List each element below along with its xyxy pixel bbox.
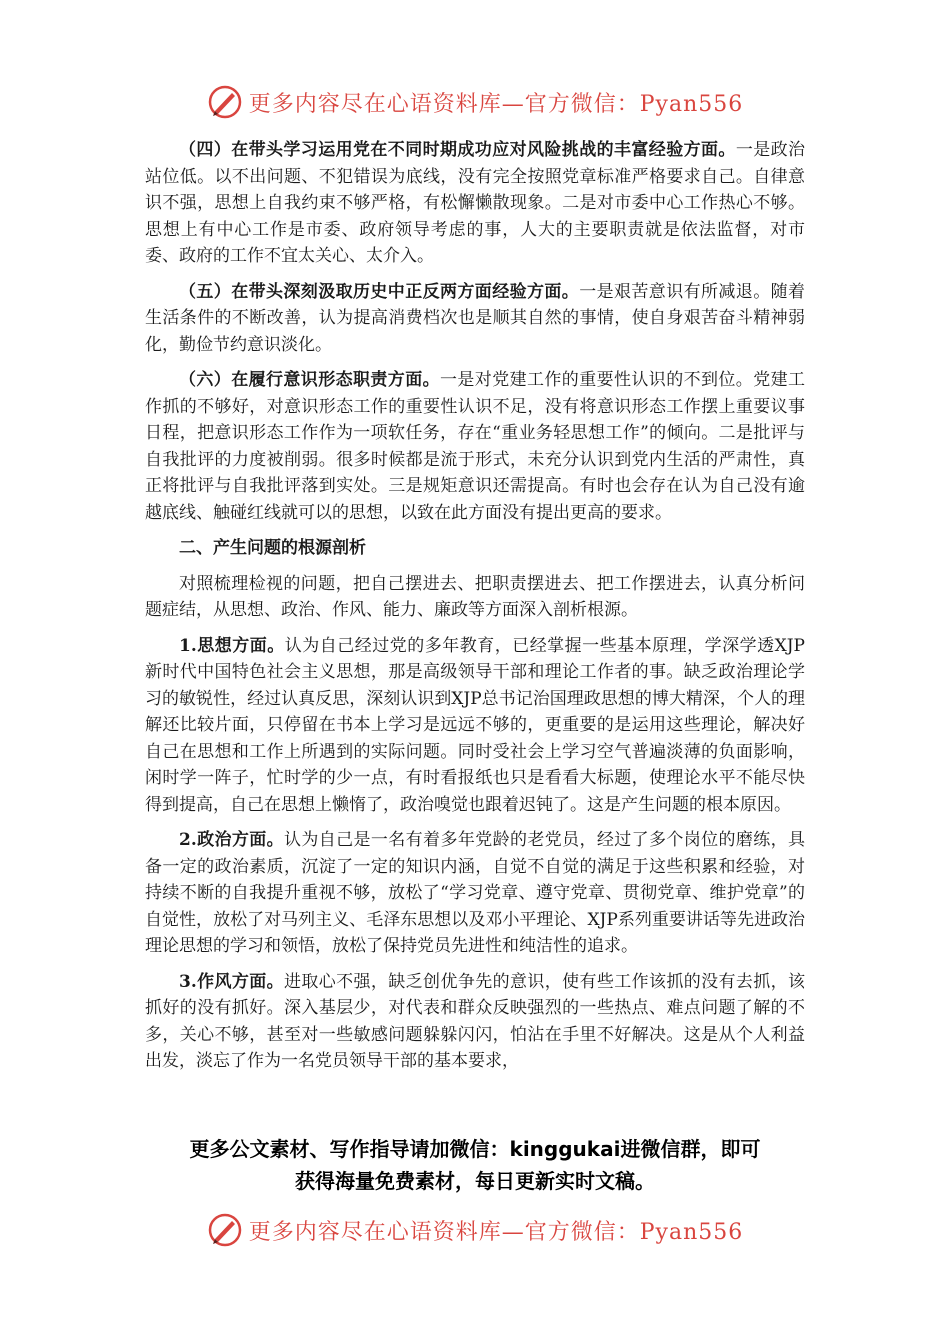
- pen-circle-logo-icon: [207, 1212, 243, 1248]
- point-thought-lead: 1.思想方面。: [179, 635, 285, 656]
- promo-notice: [125, 1133, 825, 1197]
- point-style-lead: 3.作风方面。: [179, 971, 285, 992]
- point-thought: [145, 633, 805, 819]
- paragraph-five: [145, 279, 805, 359]
- paragraph-four-body: 一是政治站位低。以不出问题、不犯错误为底线，没有完全按照党章标准严格要求自己。自律意识不强，思想上自我约束不够严格，有松懈懒散现象。二是对市委中心工作热心不够。思想上有中心工作是市委、政府领导考虑的事，人大的主要职责就是依法监督，对市委、政府的工作不宜太关心、太介入。: [145, 140, 806, 266]
- point-style-body: 进取心不强，缺乏创优争先的意识，使有些工作该抓的没有去抓，该抓好的没有抓好。深入基层少，对代表和群众反映强烈的一些热点、难点问题了解的不多，关心不够，甚至对一些敏感问题躲躲闪闪，怕沾在手里不好解决。这是从个人利益出发，淡忘了作为一名党员领导干部的基本要求，: [145, 971, 806, 1071]
- paragraph-six-body: 一是对党建工作的重要性认识的不到位。党建工作抓的不够好，对意识形态工作的重要性认识不足，没有将意识形态工作摆上重要议事日程，把意识形态工作作为一项软任务，存在“重业务轻思想工作”的倾向。二是批评与自我批评的力度被削弱。很多时候都是流于形式，未充分认识到党内生活的严肃性，真正将批评与自我批评落到实处。三是规矩意识还需提高。有时也会存在认为自己没有逾越底线、触碰红线就可以的思想，以致在此方面没有提出更高的要求。: [145, 370, 805, 523]
- header-banner-text: 更多内容尽在心语资料库—官方微信：Pyan556: [248, 91, 744, 117]
- document-body: [145, 137, 805, 1084]
- point-style: [145, 969, 805, 1075]
- footer-banner: [0, 1210, 950, 1250]
- section-heading: 二、产生问题的根源剖析: [179, 538, 366, 558]
- paragraph-four: [145, 137, 805, 270]
- paragraph-six: [145, 367, 805, 526]
- pen-circle-logo-icon: [207, 84, 243, 120]
- point-politics: [145, 827, 805, 960]
- paragraph-five-body: 一是艰苦意识有所减退。随着生活条件的不断改善，认为提高消费档次也是顺其自然的事情，使自身艰苦奋斗精神弱化，勤俭节约意识淡化。: [145, 281, 806, 355]
- header-banner: [0, 82, 950, 122]
- footer-banner-text: 更多内容尽在心语资料库—官方微信：Pyan556: [248, 1219, 744, 1245]
- paragraph-six-lead: （六）在履行意识形态职责方面。: [179, 370, 440, 390]
- paragraph-five-lead: （五）在带头深刻汲取历史中正反两方面经验方面。: [179, 281, 580, 302]
- promo-line-2: 获得海量免费素材，每日更新实时文稿。: [295, 1169, 655, 1193]
- point-thought-body: 认为自己经过党的多年教育，已经掌握一些基本原理，学深学透XJP新时代中国特色社会主义思想，那是高级领导干部和理论工作者的事。缺乏政治理论学习的敏锐性，经过认真反思，深刻认识到XJP总书记治国理政思想的博大精深，个人的理解还比较片面，只停留在书本上学习是远远不够的，更重要的是运用这些理论，解决好自己在思想和工作上所遇到的实际问题。同时受社会上学习空气普遍淡薄的负面影响，闲时学一阵子，忙时学的少一点，有时看报纸也只是看看大标题，使理论水平不能尽快得到提高，自己在思想上懒惰了，政治嗅觉也跟着迟钝了。这是产生问题的根本原因。: [145, 635, 805, 815]
- promo-line-1: 更多公文素材、写作指导请加微信：kinggukai进微信群，即可: [189, 1137, 761, 1161]
- point-politics-body: 认为自己是一名有着多年党龄的老党员，经过了多个岗位的磨练，具备一定的政治素质，沉淀了一定的知识内涵，自觉不自觉的满足于这些积累和经验，对持续不断的自我提升重视不够，放松了“学习党章、遵守党章、贯彻党章、维护党章”的自觉性，放松了对马列主义、毛泽东思想以及邓小平理论、XJP系列重要讲话等先进政治理论思想的学习和领悟，放松了保持党员先进性和纯洁性的追求。: [145, 830, 806, 956]
- intro-paragraph: 对照梳理检视的问题，把自己摆进去、把职责摆进去、把工作摆进去，认真分析问题症结，从思想、政治、作风、能力、廉政等方面深入剖析根源。: [145, 573, 805, 620]
- point-politics-lead: 2.政治方面。: [179, 830, 285, 850]
- paragraph-four-lead: （四）在带头学习运用党在不同时期成功应对风险挑战的丰富经验方面。: [179, 140, 736, 160]
